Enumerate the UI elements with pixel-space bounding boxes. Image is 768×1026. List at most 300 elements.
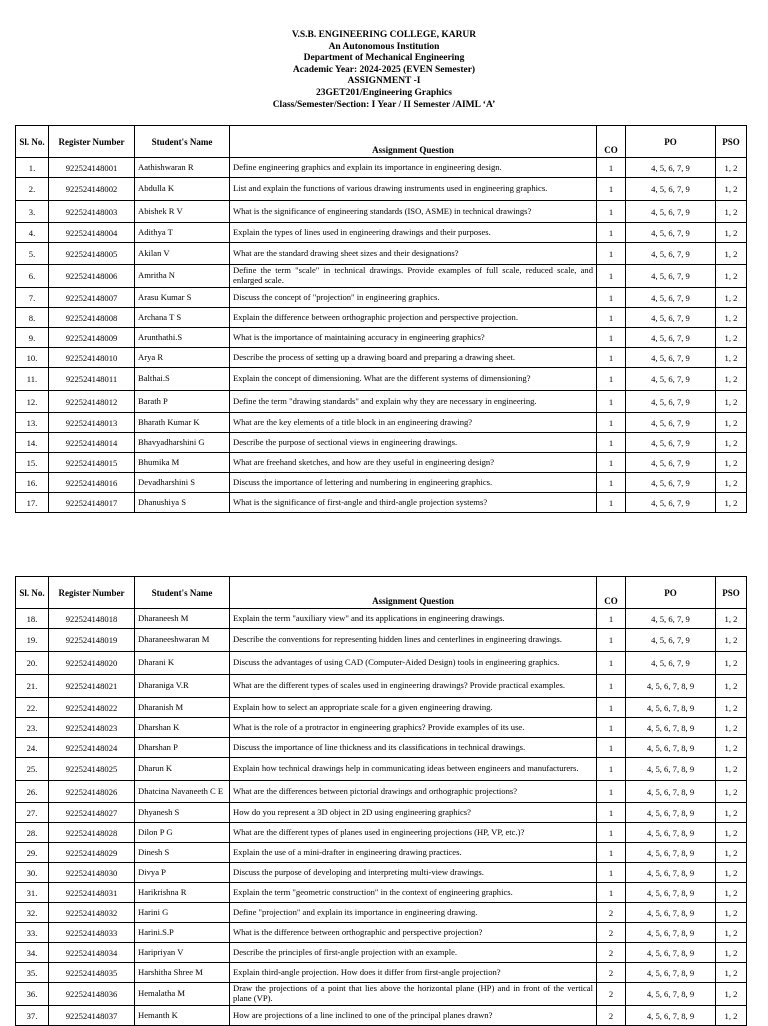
pso-cell: 1, 2 bbox=[716, 348, 747, 368]
po-cell: 4, 5, 6, 7, 9 bbox=[626, 609, 716, 629]
pso-cell: 1, 2 bbox=[716, 781, 747, 803]
student-name-cell: Dharun K bbox=[135, 758, 230, 781]
po-cell: 4, 5, 6, 7, 9 bbox=[626, 368, 716, 391]
student-name-cell: Hemanth K bbox=[135, 1006, 230, 1026]
college-name: V.S.B. ENGINEERING COLLEGE, KARUR bbox=[291, 30, 477, 40]
table-row bbox=[16, 493, 747, 513]
student-name-cell: Abdulla K bbox=[135, 178, 230, 201]
co-cell: 1 bbox=[597, 433, 626, 453]
assignment-question-cell: Draw the projections of a point that lies above the horizontal plane (HP) and in front of the vertical plane (VP). bbox=[230, 983, 597, 1006]
sl-no-cell: 36. bbox=[16, 983, 49, 1006]
student-name-cell: Dinesh S bbox=[135, 843, 230, 863]
pso-cell: 1, 2 bbox=[716, 883, 747, 903]
assignment-question-cell: Explain the term "auxiliary view" and its applications in engineering drawings. bbox=[230, 609, 597, 629]
student-name-cell: Dharaneesh M bbox=[135, 609, 230, 629]
pso-cell: 1, 2 bbox=[716, 391, 747, 413]
pso-cell: 1, 2 bbox=[716, 629, 747, 652]
register-number-cell: 922524148013 bbox=[49, 413, 135, 433]
student-name-cell: Bhumika M bbox=[135, 453, 230, 473]
sl-no-cell: 24. bbox=[16, 738, 49, 758]
register-number-cell: 922524148024 bbox=[49, 738, 135, 758]
register-number-cell: 922524148026 bbox=[49, 781, 135, 803]
table-row bbox=[16, 453, 747, 473]
sl-no-cell: 29. bbox=[16, 843, 49, 863]
po-cell: 4, 5, 6, 7, 8, 9 bbox=[626, 903, 716, 923]
pso-cell: 1, 2 bbox=[716, 368, 747, 391]
assignment-question-cell: What are the different types of scales used in engineering drawings? Provide practical examples. bbox=[230, 675, 597, 698]
register-number-cell: 922524148030 bbox=[49, 863, 135, 883]
po-cell: 4, 5, 6, 7, 8, 9 bbox=[626, 758, 716, 781]
register-number-cell: 922524148008 bbox=[49, 308, 135, 328]
table-row bbox=[16, 652, 747, 675]
po-cell: 4, 5, 6, 7, 9 bbox=[626, 473, 716, 493]
table-row bbox=[16, 1006, 747, 1026]
student-name-cell: Devadharshini S bbox=[135, 473, 230, 493]
pso-cell: 1, 2 bbox=[716, 178, 747, 201]
table-row bbox=[16, 158, 747, 178]
pso-cell: 1, 2 bbox=[716, 803, 747, 823]
col-name-header: Student's Name bbox=[135, 126, 230, 158]
register-number-cell: 922524148011 bbox=[49, 368, 135, 391]
col-register-header: Register Number bbox=[49, 577, 135, 609]
co-cell: 2 bbox=[597, 983, 626, 1006]
sl-no-cell: 4. bbox=[16, 223, 49, 243]
pso-cell: 1, 2 bbox=[716, 1006, 747, 1026]
table-row bbox=[16, 903, 747, 923]
col-pso-header: PSO bbox=[716, 577, 747, 609]
table-row bbox=[16, 223, 747, 243]
sl-no-cell: 2. bbox=[16, 178, 49, 201]
pso-cell: 1, 2 bbox=[716, 201, 747, 223]
table-row bbox=[16, 201, 747, 223]
register-number-cell: 922524148018 bbox=[49, 609, 135, 629]
student-name-cell: Harshitha Shree M bbox=[135, 963, 230, 983]
co-cell: 1 bbox=[597, 629, 626, 652]
register-number-cell: 922524148002 bbox=[49, 178, 135, 201]
register-number-cell: 922524148004 bbox=[49, 223, 135, 243]
table-header-row bbox=[16, 126, 747, 158]
sl-no-cell: 8. bbox=[16, 308, 49, 328]
co-cell: 1 bbox=[597, 348, 626, 368]
assignment-question-cell: What are the differences between pictorial drawings and orthographic projections? bbox=[230, 781, 597, 803]
register-number-cell: 922524148007 bbox=[49, 288, 135, 308]
assignment-question-cell: What is the role of a protractor in engineering graphics? Provide examples of its use. bbox=[230, 718, 597, 738]
register-number-cell: 922524148012 bbox=[49, 391, 135, 413]
student-name-cell: Harikrishna R bbox=[135, 883, 230, 903]
assignment-question-cell: List and explain the functions of various drawing instruments used in engineering graphics. bbox=[230, 178, 597, 201]
student-name-cell: Arasu Kumar S bbox=[135, 288, 230, 308]
register-number-cell: 922524148029 bbox=[49, 843, 135, 863]
co-cell: 1 bbox=[597, 473, 626, 493]
table-row bbox=[16, 923, 747, 943]
col-slno-header: Sl. No. bbox=[16, 577, 49, 609]
sl-no-cell: 3. bbox=[16, 201, 49, 223]
po-cell: 4, 5, 6, 7, 9 bbox=[626, 178, 716, 201]
po-cell: 4, 5, 6, 7, 9 bbox=[626, 201, 716, 223]
pso-cell: 1, 2 bbox=[716, 493, 747, 513]
table-row bbox=[16, 943, 747, 963]
co-cell: 1 bbox=[597, 803, 626, 823]
table-row bbox=[16, 288, 747, 308]
pso-cell: 1, 2 bbox=[716, 328, 747, 348]
co-cell: 2 bbox=[597, 903, 626, 923]
po-cell: 4, 5, 6, 7, 8, 9 bbox=[626, 863, 716, 883]
co-cell: 1 bbox=[597, 265, 626, 288]
sl-no-cell: 9. bbox=[16, 328, 49, 348]
co-cell: 1 bbox=[597, 368, 626, 391]
table-row bbox=[16, 178, 747, 201]
pso-cell: 1, 2 bbox=[716, 609, 747, 629]
co-cell: 1 bbox=[597, 843, 626, 863]
student-name-cell: Hemalatha M bbox=[135, 983, 230, 1006]
register-number-cell: 922524148035 bbox=[49, 963, 135, 983]
assignment-question-cell: Discuss the purpose of developing and interpreting multi-view drawings. bbox=[230, 863, 597, 883]
po-cell: 4, 5, 6, 7, 8, 9 bbox=[626, 738, 716, 758]
sl-no-cell: 13. bbox=[16, 413, 49, 433]
student-name-cell: Harini G bbox=[135, 903, 230, 923]
assignment-question-cell: Define "projection" and explain its importance in engineering drawing. bbox=[230, 903, 597, 923]
sl-no-cell: 21. bbox=[16, 675, 49, 698]
pso-cell: 1, 2 bbox=[716, 823, 747, 843]
assignment-question-cell: How do you represent a 3D object in 2D using engineering graphics? bbox=[230, 803, 597, 823]
table-row bbox=[16, 368, 747, 391]
assignment-question-cell: Define the term "drawing standards" and explain why they are necessary in engineering. bbox=[230, 391, 597, 413]
co-cell: 1 bbox=[597, 738, 626, 758]
table-row bbox=[16, 738, 747, 758]
assignment-question-cell: What are the key elements of a title block in an engineering drawing? bbox=[230, 413, 597, 433]
sl-no-cell: 20. bbox=[16, 652, 49, 675]
pso-cell: 1, 2 bbox=[716, 738, 747, 758]
register-number-cell: 922524148027 bbox=[49, 803, 135, 823]
assignment-question-cell: Describe the purpose of sectional views in engineering drawings. bbox=[230, 433, 597, 453]
student-name-cell: Haripriyan V bbox=[135, 943, 230, 963]
register-number-cell: 922524148020 bbox=[49, 652, 135, 675]
sl-no-cell: 6. bbox=[16, 265, 49, 288]
sl-no-cell: 25. bbox=[16, 758, 49, 781]
assignment-question-cell: Discuss the advantages of using CAD (Computer-Aided Design) tools in engineering graphics. bbox=[230, 652, 597, 675]
po-cell: 4, 5, 6, 7, 8, 9 bbox=[626, 923, 716, 943]
co-cell: 1 bbox=[597, 391, 626, 413]
col-question-header: Assignment Question bbox=[230, 126, 597, 158]
pso-cell: 1, 2 bbox=[716, 223, 747, 243]
po-cell: 4, 5, 6, 7, 9 bbox=[626, 348, 716, 368]
student-name-cell: Dhyanesh S bbox=[135, 803, 230, 823]
po-cell: 4, 5, 6, 7, 9 bbox=[626, 493, 716, 513]
po-cell: 4, 5, 6, 7, 9 bbox=[626, 308, 716, 328]
sl-no-cell: 35. bbox=[16, 963, 49, 983]
table-row bbox=[16, 675, 747, 698]
sl-no-cell: 15. bbox=[16, 453, 49, 473]
sl-no-cell: 27. bbox=[16, 803, 49, 823]
course-line: 23GET201/Engineering Graphics bbox=[316, 87, 452, 98]
assignment-question-cell: Explain how to select an appropriate scale for a given engineering drawing. bbox=[230, 698, 597, 718]
register-number-cell: 922524148010 bbox=[49, 348, 135, 368]
po-cell: 4, 5, 6, 7, 9 bbox=[626, 391, 716, 413]
assignment-question-cell: What are the different types of planes used in engineering projections (HP, VP, etc.)? bbox=[230, 823, 597, 843]
pso-cell: 1, 2 bbox=[716, 923, 747, 943]
student-name-cell: Bharath Kumar K bbox=[135, 413, 230, 433]
assignment-question-cell: Explain the difference between orthographic projection and perspective projection. bbox=[230, 308, 597, 328]
sl-no-cell: 31. bbox=[16, 883, 49, 903]
po-cell: 4, 5, 6, 7, 8, 9 bbox=[626, 963, 716, 983]
co-cell: 1 bbox=[597, 698, 626, 718]
pso-cell: 1, 2 bbox=[716, 243, 747, 265]
col-co-header: CO bbox=[597, 126, 626, 158]
student-name-cell: Balthai.S bbox=[135, 368, 230, 391]
table-row bbox=[16, 698, 747, 718]
pso-cell: 1, 2 bbox=[716, 308, 747, 328]
po-cell: 4, 5, 6, 7, 8, 9 bbox=[626, 675, 716, 698]
class-info-line: Class/Semester/Section: I Year / II Semester /AIML ‘A’ bbox=[272, 99, 496, 110]
table-row bbox=[16, 983, 747, 1006]
student-name-cell: Abishek R V bbox=[135, 201, 230, 223]
register-number-cell: 922524148009 bbox=[49, 328, 135, 348]
table-row bbox=[16, 348, 747, 368]
sl-no-cell: 18. bbox=[16, 609, 49, 629]
student-name-cell: Dhatcina Navaneeth C E bbox=[135, 781, 230, 803]
po-cell: 4, 5, 6, 7, 8, 9 bbox=[626, 843, 716, 863]
assignment-question-cell: Describe the conventions for representing hidden lines and centerlines in engineering drawings. bbox=[230, 629, 597, 652]
assignment-question-cell: Explain the use of a mini-drafter in engineering drawing practices. bbox=[230, 843, 597, 863]
assignment-question-cell: Discuss the importance of line thickness and its classifications in technical drawings. bbox=[230, 738, 597, 758]
co-cell: 1 bbox=[597, 758, 626, 781]
sl-no-cell: 10. bbox=[16, 348, 49, 368]
sl-no-cell: 5. bbox=[16, 243, 49, 265]
sl-no-cell: 28. bbox=[16, 823, 49, 843]
co-cell: 1 bbox=[597, 178, 626, 201]
table-row bbox=[16, 609, 747, 629]
col-register-header: Register Number bbox=[49, 126, 135, 158]
register-number-cell: 922524148003 bbox=[49, 201, 135, 223]
table-row bbox=[16, 328, 747, 348]
register-number-cell: 922524148015 bbox=[49, 453, 135, 473]
register-number-cell: 922524148032 bbox=[49, 903, 135, 923]
po-cell: 4, 5, 6, 7, 9 bbox=[626, 328, 716, 348]
pso-cell: 1, 2 bbox=[716, 288, 747, 308]
register-number-cell: 922524148037 bbox=[49, 1006, 135, 1026]
co-cell: 1 bbox=[597, 609, 626, 629]
po-cell: 4, 5, 6, 7, 8, 9 bbox=[626, 781, 716, 803]
co-cell: 1 bbox=[597, 883, 626, 903]
po-cell: 4, 5, 6, 7, 9 bbox=[626, 413, 716, 433]
table-row bbox=[16, 391, 747, 413]
assignment-question-cell: What is the importance of maintaining accuracy in engineering graphics? bbox=[230, 328, 597, 348]
pso-cell: 1, 2 bbox=[716, 453, 747, 473]
student-name-cell: Dhanushiya S bbox=[135, 493, 230, 513]
sl-no-cell: 1. bbox=[16, 158, 49, 178]
po-cell: 4, 5, 6, 7, 8, 9 bbox=[626, 983, 716, 1006]
co-cell: 1 bbox=[597, 493, 626, 513]
assignment-table-2 bbox=[15, 576, 747, 1026]
assignment-question-cell: Explain the term "geometric construction" in the context of engineering graphics. bbox=[230, 883, 597, 903]
po-cell: 4, 5, 6, 7, 8, 9 bbox=[626, 803, 716, 823]
co-cell: 1 bbox=[597, 453, 626, 473]
table-row bbox=[16, 781, 747, 803]
assignment-question-cell: Describe the process of setting up a drawing board and preparing a drawing sheet. bbox=[230, 348, 597, 368]
col-name-header: Student's Name bbox=[135, 577, 230, 609]
student-name-cell: Divya P bbox=[135, 863, 230, 883]
table-row bbox=[16, 823, 747, 843]
col-po-header: PO bbox=[626, 126, 716, 158]
col-pso-header: PSO bbox=[716, 126, 747, 158]
register-number-cell: 922524148021 bbox=[49, 675, 135, 698]
po-cell: 4, 5, 6, 7, 8, 9 bbox=[626, 698, 716, 718]
col-po-header: PO bbox=[626, 577, 716, 609]
co-cell: 1 bbox=[597, 413, 626, 433]
register-number-cell: 922524148017 bbox=[49, 493, 135, 513]
student-name-cell: Dharanish M bbox=[135, 698, 230, 718]
po-cell: 4, 5, 6, 7, 8, 9 bbox=[626, 1006, 716, 1026]
table-row bbox=[16, 758, 747, 781]
po-cell: 4, 5, 6, 7, 8, 9 bbox=[626, 718, 716, 738]
register-number-cell: 922524148034 bbox=[49, 943, 135, 963]
sl-no-cell: 17. bbox=[16, 493, 49, 513]
pso-cell: 1, 2 bbox=[716, 843, 747, 863]
co-cell: 1 bbox=[597, 781, 626, 803]
sl-no-cell: 30. bbox=[16, 863, 49, 883]
assignment-question-cell: Explain the concept of dimensioning. What are the different systems of dimensioning? bbox=[230, 368, 597, 391]
academic-year-line: Academic Year: 2024-2025 (EVEN Semester) bbox=[292, 64, 476, 75]
assignment-question-cell: What is the significance of first-angle and third-angle projection systems? bbox=[230, 493, 597, 513]
sl-no-cell: 22. bbox=[16, 698, 49, 718]
pso-cell: 1, 2 bbox=[716, 718, 747, 738]
register-number-cell: 922524148006 bbox=[49, 265, 135, 288]
table-row bbox=[16, 473, 747, 493]
pso-cell: 1, 2 bbox=[716, 652, 747, 675]
co-cell: 1 bbox=[597, 863, 626, 883]
sl-no-cell: 19. bbox=[16, 629, 49, 652]
pso-cell: 1, 2 bbox=[716, 675, 747, 698]
co-cell: 1 bbox=[597, 308, 626, 328]
pso-cell: 1, 2 bbox=[716, 983, 747, 1006]
sl-no-cell: 34. bbox=[16, 943, 49, 963]
assignment-question-cell: Define engineering graphics and explain its importance in engineering design. bbox=[230, 158, 597, 178]
sl-no-cell: 7. bbox=[16, 288, 49, 308]
assignment-question-cell: Define the term "scale" in technical drawings. Provide examples of full scale, reduced scale, and enlarged scale. bbox=[230, 265, 597, 288]
pso-cell: 1, 2 bbox=[716, 265, 747, 288]
sl-no-cell: 33. bbox=[16, 923, 49, 943]
po-cell: 4, 5, 6, 7, 9 bbox=[626, 158, 716, 178]
pso-cell: 1, 2 bbox=[716, 943, 747, 963]
col-question-header: Assignment Question bbox=[230, 577, 597, 609]
po-cell: 4, 5, 6, 7, 9 bbox=[626, 433, 716, 453]
assignment-question-cell: Explain how technical drawings help in communicating ideas between engineers and manufacturers. bbox=[230, 758, 597, 781]
po-cell: 4, 5, 6, 7, 9 bbox=[626, 629, 716, 652]
student-name-cell: Dharaneeshwaran M bbox=[135, 629, 230, 652]
sl-no-cell: 26. bbox=[16, 781, 49, 803]
po-cell: 4, 5, 6, 7, 8, 9 bbox=[626, 883, 716, 903]
sl-no-cell: 16. bbox=[16, 473, 49, 493]
student-name-cell: Dharshan K bbox=[135, 718, 230, 738]
table-row bbox=[16, 433, 747, 453]
col-slno-header: Sl. No. bbox=[16, 126, 49, 158]
sl-no-cell: 14. bbox=[16, 433, 49, 453]
register-number-cell: 922524148025 bbox=[49, 758, 135, 781]
pso-cell: 1, 2 bbox=[716, 903, 747, 923]
student-name-cell: Aathishwaran R bbox=[135, 158, 230, 178]
sl-no-cell: 23. bbox=[16, 718, 49, 738]
co-cell: 1 bbox=[597, 328, 626, 348]
assignment-question-cell: What are the standard drawing sheet sizes and their designations? bbox=[230, 243, 597, 265]
table-row bbox=[16, 308, 747, 328]
co-cell: 1 bbox=[597, 158, 626, 178]
department-line: Department of Mechanical Engineering bbox=[303, 53, 465, 64]
assignment-question-cell: Discuss the concept of "projection" in engineering graphics. bbox=[230, 288, 597, 308]
student-name-cell: Dharshan P bbox=[135, 738, 230, 758]
assignment-question-cell: What is the significance of engineering standards (ISO, ASME) in technical drawings? bbox=[230, 201, 597, 223]
assignment-question-cell: What are freehand sketches, and how are they useful in engineering design? bbox=[230, 453, 597, 473]
table-row bbox=[16, 265, 747, 288]
pso-cell: 1, 2 bbox=[716, 473, 747, 493]
student-name-cell: Bhavyadharshini G bbox=[135, 433, 230, 453]
co-cell: 1 bbox=[597, 652, 626, 675]
pso-cell: 1, 2 bbox=[716, 963, 747, 983]
register-number-cell: 922524148028 bbox=[49, 823, 135, 843]
po-cell: 4, 5, 6, 7, 8, 9 bbox=[626, 943, 716, 963]
po-cell: 4, 5, 6, 7, 9 bbox=[626, 243, 716, 265]
table-row bbox=[16, 843, 747, 863]
student-name-cell: Archana T S bbox=[135, 308, 230, 328]
table-row bbox=[16, 718, 747, 738]
document-header bbox=[0, 30, 768, 111]
register-number-cell: 922524148016 bbox=[49, 473, 135, 493]
table-row bbox=[16, 863, 747, 883]
po-cell: 4, 5, 6, 7, 9 bbox=[626, 453, 716, 473]
co-cell: 1 bbox=[597, 718, 626, 738]
register-number-cell: 922524148023 bbox=[49, 718, 135, 738]
co-cell: 1 bbox=[597, 201, 626, 223]
pso-cell: 1, 2 bbox=[716, 863, 747, 883]
student-name-cell: Amritha N bbox=[135, 265, 230, 288]
student-name-cell: Dharaniga V.R bbox=[135, 675, 230, 698]
co-cell: 2 bbox=[597, 943, 626, 963]
po-cell: 4, 5, 6, 7, 9 bbox=[626, 223, 716, 243]
table-row bbox=[16, 629, 747, 652]
po-cell: 4, 5, 6, 7, 9 bbox=[626, 265, 716, 288]
student-name-cell: Dilon P G bbox=[135, 823, 230, 843]
co-cell: 1 bbox=[597, 223, 626, 243]
register-number-cell: 922524148022 bbox=[49, 698, 135, 718]
register-number-cell: 922524148005 bbox=[49, 243, 135, 265]
register-number-cell: 922524148019 bbox=[49, 629, 135, 652]
po-cell: 4, 5, 6, 7, 9 bbox=[626, 288, 716, 308]
table-row bbox=[16, 413, 747, 433]
assignment-table-1 bbox=[15, 125, 747, 513]
co-cell: 1 bbox=[597, 675, 626, 698]
register-number-cell: 922524148033 bbox=[49, 923, 135, 943]
table-row bbox=[16, 963, 747, 983]
assignment-title: ASSIGNMENT -I bbox=[347, 76, 421, 87]
sl-no-cell: 37. bbox=[16, 1006, 49, 1026]
institution-line: An Autonomous Institution bbox=[328, 41, 440, 52]
student-name-cell: Dharani K bbox=[135, 652, 230, 675]
student-name-cell: Arya R bbox=[135, 348, 230, 368]
col-co-header: CO bbox=[597, 577, 626, 609]
register-number-cell: 922524148036 bbox=[49, 983, 135, 1006]
student-name-cell: Adithya T bbox=[135, 223, 230, 243]
co-cell: 2 bbox=[597, 963, 626, 983]
po-cell: 4, 5, 6, 7, 8, 9 bbox=[626, 823, 716, 843]
student-name-cell: Akilan V bbox=[135, 243, 230, 265]
table-row bbox=[16, 883, 747, 903]
register-number-cell: 922524148001 bbox=[49, 158, 135, 178]
co-cell: 2 bbox=[597, 923, 626, 943]
assignment-question-cell: How are projections of a line inclined to one of the principal planes drawn? bbox=[230, 1006, 597, 1026]
table-header-row bbox=[16, 577, 747, 609]
student-name-cell: Barath P bbox=[135, 391, 230, 413]
table-row bbox=[16, 803, 747, 823]
po-cell: 4, 5, 6, 7, 9 bbox=[626, 652, 716, 675]
